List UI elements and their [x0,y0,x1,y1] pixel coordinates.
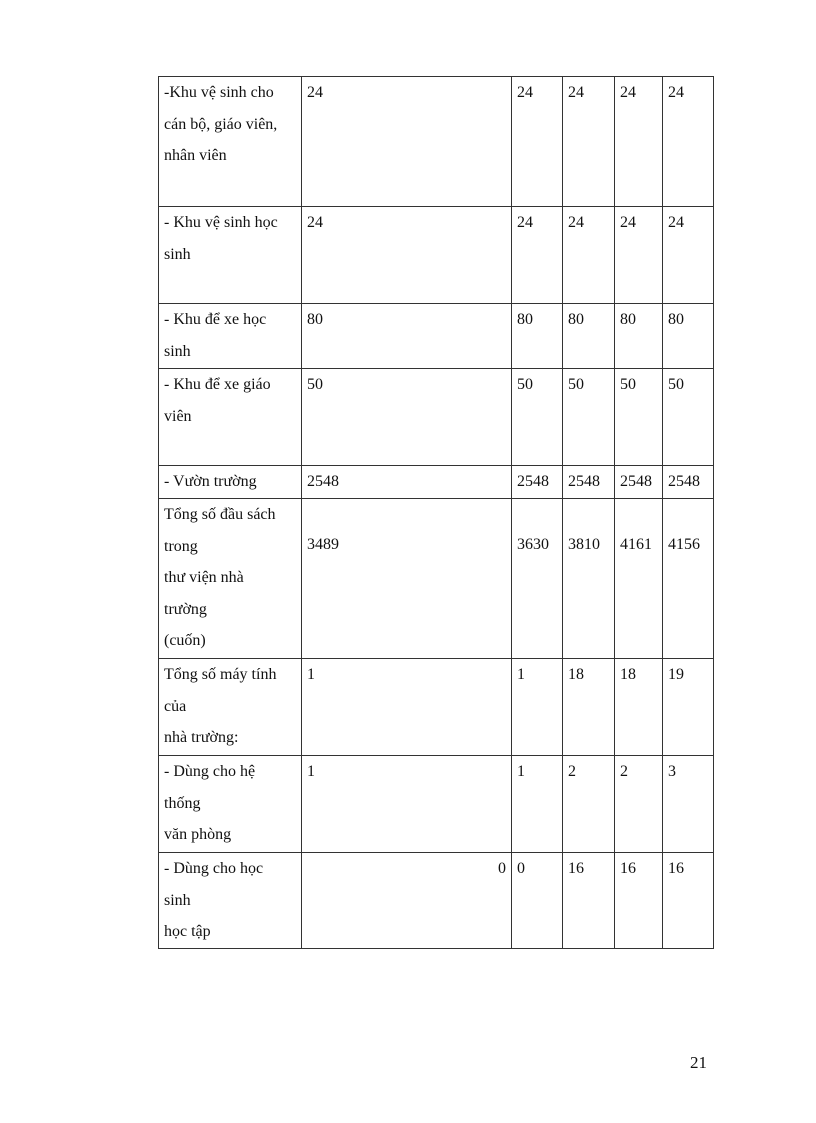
row-label: - Dùng cho học sinh học tập [159,853,302,949]
table-row [159,659,714,756]
row-label: - Khu để xe giáo viên [159,369,302,466]
row-value: 2548 [563,466,615,499]
row-label: - Dùng cho hệ thống văn phòng [159,756,302,853]
row-value: 1 [302,756,512,853]
row-value: 80 [663,304,714,369]
row-label: - Khu vệ sinh học sinh [159,207,302,304]
table-body [159,77,714,949]
row-value: 24 [663,207,714,304]
row-value: 24 [615,77,663,207]
row-value: 50 [615,369,663,466]
row-value: 0 [302,853,512,949]
table-row [159,499,714,659]
row-value: 24 [302,207,512,304]
table-row [159,207,714,304]
row-value: 16 [663,853,714,949]
row-value: 50 [512,369,563,466]
row-label: - Vườn trường [159,466,302,499]
row-value: 80 [302,304,512,369]
row-value: 2548 [512,466,563,499]
row-value: 24 [512,77,563,207]
row-value: 4156 [663,499,714,659]
table-row [159,756,714,853]
row-value: 3 [663,756,714,853]
row-value: 1 [512,756,563,853]
row-value: 24 [563,77,615,207]
row-value: 16 [563,853,615,949]
row-value: 24 [512,207,563,304]
row-value: 18 [615,659,663,756]
row-value: 4161 [615,499,663,659]
row-label: Tổng số máy tính của nhà trường: [159,659,302,756]
row-value: 24 [663,77,714,207]
row-value: 3810 [563,499,615,659]
row-value: 2 [615,756,663,853]
table-row [159,466,714,499]
row-label: - Khu để xe học sinh [159,304,302,369]
row-value: 16 [615,853,663,949]
row-value: 2548 [615,466,663,499]
row-value: 18 [563,659,615,756]
row-value: 2548 [663,466,714,499]
row-value: 19 [663,659,714,756]
row-value: 50 [563,369,615,466]
row-value: 3489 [302,499,512,659]
row-value: 80 [563,304,615,369]
row-value: 50 [663,369,714,466]
table-row [159,369,714,466]
row-value: 80 [512,304,563,369]
row-value: 80 [615,304,663,369]
row-value: 50 [302,369,512,466]
table-row [159,853,714,949]
row-value: 2548 [302,466,512,499]
page-number: 21 [690,1053,707,1072]
row-value: 24 [563,207,615,304]
row-value: 3630 [512,499,563,659]
table-row [159,304,714,369]
row-label: Tổng số đầu sách trong thư viện nhà trường (cuốn) [159,499,302,659]
statistics-table [158,76,714,949]
row-value: 2 [563,756,615,853]
row-value: 24 [615,207,663,304]
row-value: 1 [302,659,512,756]
table-row [159,77,714,207]
row-value: 24 [302,77,512,207]
row-value: 1 [512,659,563,756]
row-label: -Khu vệ sinh cho cán bộ, giáo viên, nhân viên [159,77,302,207]
row-value: 0 [512,853,563,949]
